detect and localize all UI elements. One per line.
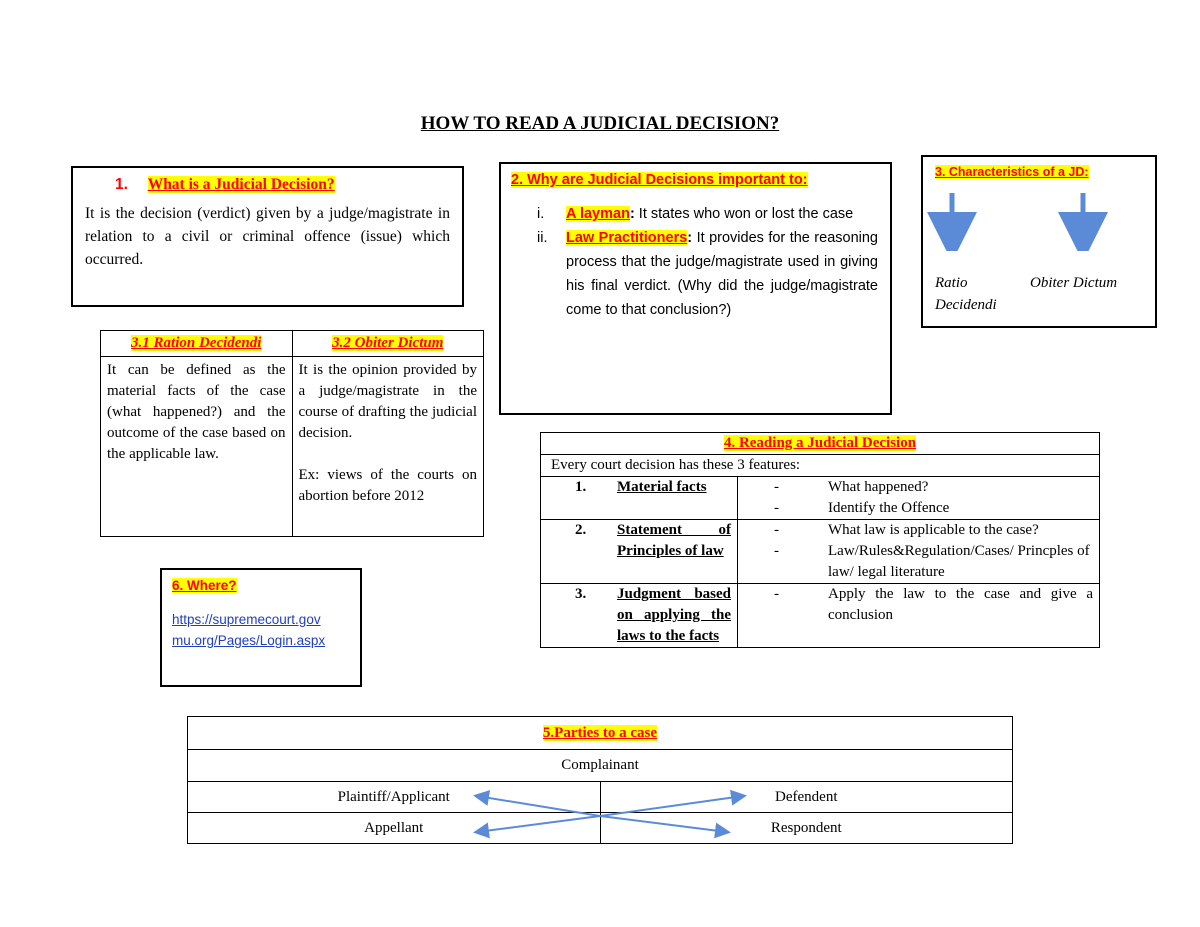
item-number: ii. <box>537 230 548 246</box>
feature-number: 2. <box>575 522 587 538</box>
reading-header-cell <box>541 433 1100 455</box>
obiter-example: Ex: views of the courts on abortion before 2012 <box>298 467 477 504</box>
ratio-header-cell <box>101 331 293 357</box>
feature-label: Judgment based on applying the laws to the facts <box>617 586 731 644</box>
obiter-body: It is the opinion provided by a judge/magistrate in the course of drafting the judicial decision. <box>298 362 477 441</box>
table-row <box>541 477 1100 520</box>
importance-item-layman <box>511 202 880 226</box>
feature-cell <box>541 584 738 648</box>
practitioners-text: It provides for the reasoning process that the judge/magistrate used in giving his final verdict. (Why did the judge/magistrate come to that conclusion?) <box>566 230 878 318</box>
reading-heading: 4. Reading a Judicial Decision <box>723 435 917 451</box>
importance-item-practitioners <box>511 226 880 322</box>
table-row <box>541 520 1100 584</box>
point-text: Apply the law to the case and give a conclusion <box>828 586 1093 623</box>
definition-heading-text: What is a Judicial Decision? <box>147 176 335 193</box>
where-box <box>160 568 362 687</box>
layman-label: A layman <box>566 206 630 222</box>
definition-body: It is the decision (verdict) given by a judge/magistrate in relation to a civil or criminal offence (issue) which occurred. <box>85 205 450 268</box>
feature-label: Statement of Principles of law <box>617 522 731 559</box>
point-text: Law/Rules&Regulation/Cases/ Princples of law/ legal literature <box>828 543 1090 580</box>
point-text: What happened? <box>828 479 929 495</box>
importance-box <box>499 162 892 415</box>
point-text: Identify the Offence <box>828 500 950 516</box>
reading-intro: Every court decision has these 3 features: <box>541 455 1100 477</box>
ratio-header: 3.1 Ration Decidendi <box>131 335 262 351</box>
complainant-cell: Complainant <box>188 750 1013 782</box>
feature-points: - Apply the law to the case and give a conclusion <box>738 584 1100 648</box>
page-title: HOW TO READ A JUDICIAL DECISION? <box>420 113 780 134</box>
parties-header-cell <box>188 717 1013 750</box>
ratio-body: It can be defined as the material facts of the case (what happened?) and the outcome of the case based on the applicable law. <box>101 357 293 537</box>
plaintiff-cell: Plaintiff/Applicant <box>188 782 601 813</box>
obiter-body-cell <box>292 357 484 537</box>
parties-heading: 5.Parties to a case <box>542 724 658 741</box>
table-row <box>541 584 1100 648</box>
feature-label: Material facts <box>617 479 707 495</box>
feature-number: 1. <box>575 479 587 495</box>
link-line: mu.org/Pages/Login.aspx <box>172 633 326 648</box>
appellant-cell: Appellant <box>188 813 601 844</box>
feature-points: - What happened? - Identify the Offence <box>738 477 1100 520</box>
reading-table <box>540 432 1100 648</box>
supreme-court-link[interactable] <box>172 609 350 651</box>
feature-cell <box>541 477 738 520</box>
separator: : <box>687 230 693 246</box>
ratio-obiter-table <box>100 330 484 537</box>
definition-heading <box>85 176 450 194</box>
defendent-cell: Defendent <box>600 782 1013 813</box>
feature-points: - What law is applicable to the case? - Law/Rules&Regulation/Cases/ Princples of law/ legal literature <box>738 520 1100 584</box>
separator: : <box>629 206 635 222</box>
characteristics-heading: 3. Characteristics of a JD: <box>935 165 1089 179</box>
obiter-header-cell <box>292 331 484 357</box>
obiter-header: 3.2 Obiter Dictum <box>332 335 444 351</box>
respondent-cell: Respondent <box>600 813 1013 844</box>
ratio-decidendi-label: Ratio Decidendi <box>935 275 997 313</box>
link-line: https://supremecourt.gov <box>172 612 321 627</box>
point-text: What law is applicable to the case? <box>828 522 1039 538</box>
characteristics-box <box>921 155 1157 328</box>
parties-table <box>187 716 1013 851</box>
down-arrows <box>923 191 1155 251</box>
obiter-dictum-label: Obiter Dictum <box>1030 275 1118 291</box>
practitioners-label: Law Practitioners <box>566 230 688 246</box>
item-number: i. <box>537 206 545 222</box>
where-heading: 6. Where? <box>172 578 237 593</box>
layman-text: It states who won or lost the case <box>634 206 854 222</box>
definition-box <box>71 166 464 307</box>
feature-cell <box>541 520 738 584</box>
definition-number: 1. <box>115 176 128 193</box>
importance-heading: 2. Why are Judicial Decisions important to: <box>511 172 808 188</box>
feature-number: 3. <box>575 586 587 602</box>
